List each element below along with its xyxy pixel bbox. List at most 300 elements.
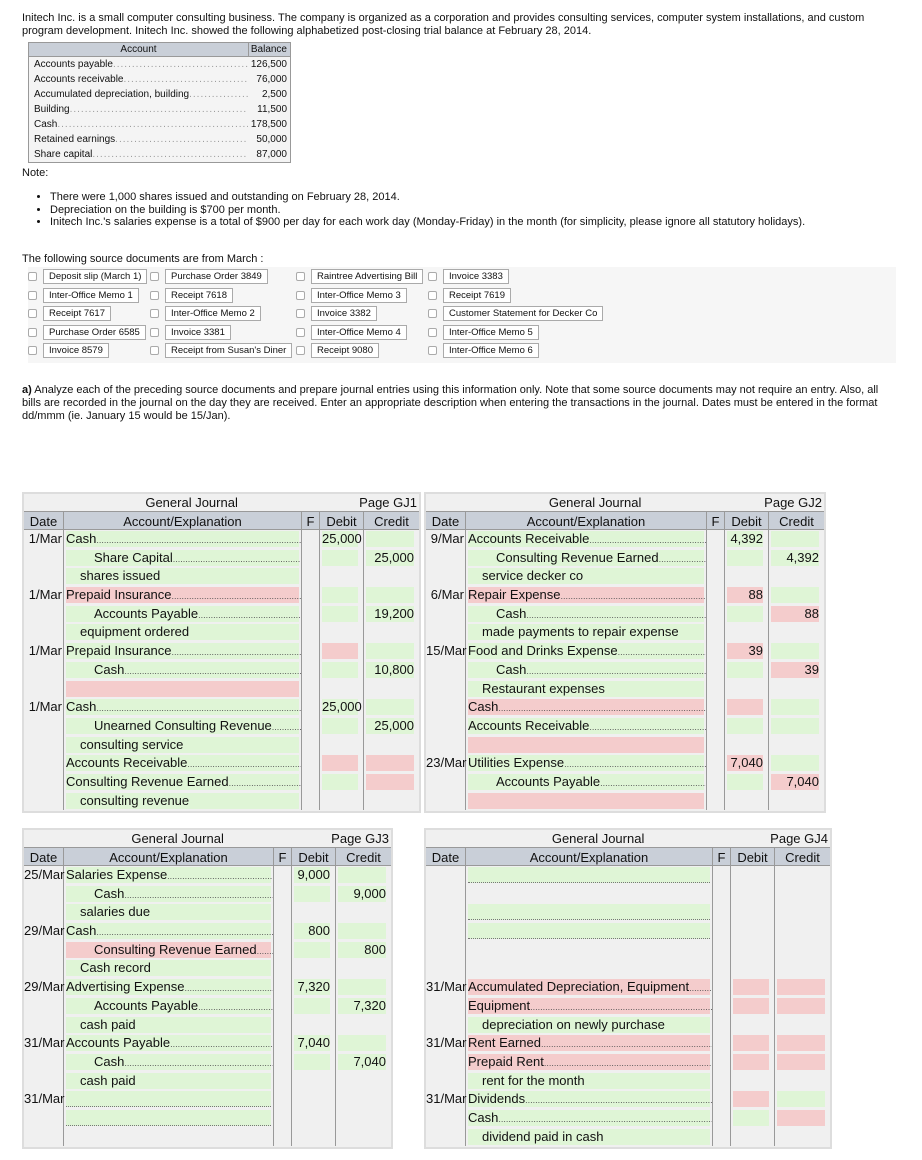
credit-input[interactable]	[366, 699, 414, 715]
date-cell[interactable]	[426, 1128, 466, 1147]
column-date: Date	[24, 848, 64, 865]
credit-input[interactable]	[771, 531, 819, 547]
source-doc-button[interactable]: Receipt from Susan's Diner	[165, 343, 292, 358]
account-input[interactable]: Accounts Payable .....	[66, 998, 271, 1014]
account-input[interactable]: Accounts Payable .....	[66, 1035, 271, 1051]
debit-input[interactable]	[294, 1054, 330, 1070]
f-cell	[713, 978, 731, 997]
debit-input[interactable]	[727, 662, 763, 678]
date-cell[interactable]	[426, 1053, 466, 1072]
date-cell[interactable]	[426, 792, 466, 811]
source-doc-option[interactable]	[28, 288, 139, 303]
account-cell	[466, 661, 707, 680]
debit-input[interactable]	[322, 606, 358, 622]
source-doc-option[interactable]	[150, 306, 261, 321]
account-input[interactable]: Cash .....	[66, 531, 299, 547]
account-input[interactable]: Cash .....	[66, 1054, 271, 1070]
source-doc-checkbox[interactable]	[428, 346, 437, 355]
date-cell[interactable]	[426, 623, 466, 642]
account-input[interactable]	[468, 737, 704, 753]
date-cell[interactable]	[24, 941, 64, 960]
date-cell[interactable]	[426, 605, 466, 624]
date-cell[interactable]	[426, 567, 466, 586]
account-input[interactable]: Consulting Revenue Earned .....	[66, 774, 299, 790]
source-doc-checkbox[interactable]	[150, 346, 159, 355]
credit-input[interactable]	[366, 531, 414, 547]
date-cell[interactable]	[24, 623, 64, 642]
debit-input[interactable]	[733, 904, 769, 920]
source-doc-checkbox[interactable]	[428, 291, 437, 300]
credit-input[interactable]: 19,200	[366, 606, 414, 622]
account-cell	[466, 922, 713, 941]
journal-row	[426, 773, 824, 792]
account-input[interactable]: Accounts Receivable .....	[468, 718, 704, 734]
debit-cell	[292, 1072, 336, 1091]
credit-input[interactable]	[777, 1035, 825, 1051]
date-cell[interactable]	[24, 661, 64, 680]
date-cell[interactable]	[24, 773, 64, 792]
f-cell	[302, 623, 320, 642]
debit-cell	[725, 773, 769, 792]
credit-cell	[769, 623, 824, 642]
date-cell[interactable]: 31/Mar	[426, 978, 466, 997]
date-cell[interactable]: 29/Mar	[24, 922, 64, 941]
date-cell[interactable]	[426, 736, 466, 755]
account-input[interactable]: equipment ordered	[66, 624, 299, 640]
account-cell	[64, 1016, 274, 1035]
credit-cell	[775, 866, 830, 885]
debit-cell	[725, 661, 769, 680]
f-cell	[713, 941, 731, 960]
source-doc-checkbox[interactable]	[428, 309, 437, 318]
date-cell[interactable]: 9/Mar	[426, 530, 466, 549]
account-input[interactable]: Consulting Revenue Earned .....	[66, 942, 271, 958]
source-doc-checkbox[interactable]	[150, 309, 159, 318]
debit-input[interactable]	[727, 774, 763, 790]
date-cell[interactable]	[426, 903, 466, 922]
date-cell[interactable]	[24, 754, 64, 773]
account-input[interactable]: salaries due	[66, 904, 271, 920]
account-input[interactable]: Consulting Revenue Earned .....	[468, 550, 704, 566]
date-cell[interactable]	[426, 1109, 466, 1128]
credit-input[interactable]	[338, 1110, 386, 1126]
source-doc-option[interactable]	[150, 288, 233, 303]
debit-input[interactable]	[733, 979, 769, 995]
source-doc-option[interactable]	[428, 343, 539, 358]
credit-input[interactable]	[777, 1054, 825, 1070]
account-input[interactable]: Cash .....	[468, 662, 704, 678]
source-doc-checkbox[interactable]	[28, 328, 37, 337]
debit-input[interactable]: 7,320	[294, 979, 330, 995]
account-input[interactable]	[66, 1110, 271, 1126]
date-cell[interactable]	[24, 1053, 64, 1072]
date-cell[interactable]	[426, 959, 466, 978]
source-doc-checkbox[interactable]	[28, 309, 37, 318]
debit-input[interactable]	[727, 699, 763, 715]
debit-input[interactable]	[322, 662, 358, 678]
f-cell	[302, 605, 320, 624]
tb-account: Retained earnings .....	[29, 132, 248, 147]
source-doc-option[interactable]	[428, 269, 509, 284]
account-input[interactable]: consulting service	[66, 737, 299, 753]
account-input[interactable]: Prepaid Rent .....	[468, 1054, 710, 1070]
source-doc-option[interactable]	[428, 306, 603, 321]
credit-input[interactable]	[771, 755, 819, 771]
account-input[interactable]: dividend paid in cash	[468, 1129, 710, 1145]
debit-input[interactable]: 25,000	[322, 531, 362, 546]
source-doc-button[interactable]: Purchase Order 6585	[43, 325, 146, 340]
account-input[interactable]: Share Capital .....	[66, 550, 299, 566]
date-cell[interactable]	[426, 773, 466, 792]
date-cell[interactable]	[426, 866, 466, 885]
account-input[interactable]: Cash .....	[66, 699, 299, 715]
date-cell[interactable]	[24, 717, 64, 736]
date-cell[interactable]: 31/Mar	[24, 1034, 64, 1053]
date-cell[interactable]	[24, 1072, 64, 1091]
source-doc-button[interactable]: Raintree Advertising Bill	[311, 269, 423, 284]
journal-column-header	[426, 847, 830, 866]
date-cell[interactable]: 1/Mar	[24, 586, 64, 605]
date-cell[interactable]: 31/Mar	[426, 1034, 466, 1053]
account-input[interactable]	[66, 1091, 271, 1107]
source-doc-checkbox[interactable]	[150, 272, 159, 281]
debit-input[interactable]	[322, 774, 358, 790]
f-cell	[302, 567, 320, 586]
credit-input[interactable]	[366, 643, 414, 659]
source-doc-option[interactable]	[150, 343, 292, 358]
debit-input[interactable]	[733, 1091, 769, 1107]
credit-input[interactable]	[771, 643, 819, 659]
date-cell[interactable]	[24, 605, 64, 624]
credit-input[interactable]	[338, 923, 386, 939]
source-doc-button[interactable]: Receipt 7618	[165, 288, 233, 303]
credit-input[interactable]	[777, 1110, 825, 1126]
credit-input[interactable]: 800	[338, 942, 386, 958]
debit-input[interactable]	[294, 1110, 330, 1126]
debit-input[interactable]	[733, 998, 769, 1014]
source-doc-button[interactable]: Inter-Office Memo 1	[43, 288, 139, 303]
debit-input[interactable]: 9,000	[294, 867, 330, 883]
debit-cell	[731, 1128, 775, 1147]
account-input[interactable]: Salaries Expense .....	[66, 867, 271, 883]
account-input[interactable]: rent for the month	[468, 1073, 710, 1089]
account-input[interactable]: Repair Expense .....	[468, 587, 704, 603]
debit-cell	[731, 866, 775, 885]
date-cell[interactable]	[24, 567, 64, 586]
date-cell[interactable]: 29/Mar	[24, 978, 64, 997]
source-doc-option[interactable]	[296, 325, 407, 340]
debit-input[interactable]: 7,040	[727, 755, 763, 771]
account-input[interactable]	[66, 681, 299, 697]
debit-input[interactable]	[322, 755, 358, 771]
source-doc-button[interactable]: Invoice 3382	[311, 306, 377, 321]
date-cell[interactable]	[426, 922, 466, 941]
date-cell[interactable]: 6/Mar	[426, 586, 466, 605]
source-doc-option[interactable]	[28, 325, 146, 340]
date-cell[interactable]: 1/Mar	[24, 642, 64, 661]
credit-input[interactable]	[771, 718, 819, 734]
date-cell[interactable]	[24, 1128, 64, 1147]
date-cell[interactable]: 1/Mar	[24, 698, 64, 717]
debit-input[interactable]: 7,040	[294, 1035, 330, 1051]
f-cell	[274, 1128, 292, 1147]
source-doc-option[interactable]	[28, 269, 147, 284]
source-doc-checkbox[interactable]	[28, 272, 37, 281]
debit-input[interactable]	[733, 1035, 769, 1051]
source-doc-button[interactable]: Receipt 9080	[311, 343, 379, 358]
debit-input[interactable]	[322, 718, 358, 734]
source-doc-button[interactable]: Invoice 8579	[43, 343, 109, 358]
date-cell[interactable]	[426, 717, 466, 736]
source-doc-checkbox[interactable]	[296, 291, 305, 300]
source-doc-button[interactable]: Purchase Order 3849	[165, 269, 268, 284]
source-doc-button[interactable]: Inter-Office Memo 5	[443, 325, 539, 340]
credit-input[interactable]	[771, 587, 819, 603]
source-doc-checkbox[interactable]	[296, 328, 305, 337]
date-cell[interactable]	[426, 698, 466, 717]
account-input[interactable]: consulting revenue	[66, 793, 299, 809]
credit-input[interactable]: 7,320	[338, 998, 386, 1014]
date-cell[interactable]	[426, 680, 466, 699]
account-input[interactable]: Accounts Payable .....	[66, 606, 299, 622]
credit-cell	[364, 717, 419, 736]
trial-balance-row	[29, 87, 290, 102]
credit-input[interactable]: 4,392	[771, 550, 819, 566]
account-cell	[466, 978, 713, 997]
debit-input[interactable]	[733, 1110, 769, 1126]
credit-input[interactable]	[777, 979, 825, 995]
debit-cell	[731, 1016, 775, 1035]
debit-input[interactable]	[294, 998, 330, 1014]
account-input[interactable]: made payments to repair expense	[468, 624, 704, 640]
account-input[interactable]: Unearned Consulting Revenue .....	[66, 718, 299, 734]
credit-input[interactable]	[366, 755, 414, 771]
date-cell[interactable]	[426, 1072, 466, 1091]
credit-input[interactable]: 10,800	[366, 662, 414, 678]
source-doc-option[interactable]	[296, 306, 377, 321]
journal-row	[426, 997, 830, 1016]
account-input[interactable]: Cash .....	[468, 1110, 710, 1126]
date-cell[interactable]	[24, 997, 64, 1016]
account-input[interactable]: Accounts Payable .....	[468, 774, 704, 790]
debit-input[interactable]	[727, 550, 763, 566]
account-input[interactable]: Restaurant expenses	[468, 681, 704, 697]
account-input[interactable]: Prepaid Insurance .....	[66, 643, 299, 659]
credit-input[interactable]	[777, 867, 825, 883]
source-doc-button[interactable]: Receipt 7617	[43, 306, 111, 321]
source-doc-button[interactable]: Inter-Office Memo 3	[311, 288, 407, 303]
source-doc-checkbox[interactable]	[428, 272, 437, 281]
credit-input[interactable]	[338, 867, 386, 883]
source-doc-option[interactable]	[296, 288, 407, 303]
account-input[interactable]: Utilities Expense .....	[468, 755, 704, 771]
credit-cell	[336, 866, 391, 885]
source-doc-option[interactable]	[28, 306, 111, 321]
source-doc-checkbox[interactable]	[28, 346, 37, 355]
credit-input[interactable]	[338, 1035, 386, 1051]
journal-row	[426, 661, 824, 680]
date-cell[interactable]: 1/Mar	[24, 530, 64, 549]
source-doc-checkbox[interactable]	[428, 328, 437, 337]
debit-input[interactable]	[733, 923, 769, 939]
date-cell[interactable]: 31/Mar	[426, 1090, 466, 1109]
source-doc-button[interactable]: Inter-Office Memo 2	[165, 306, 261, 321]
source-doc-button[interactable]: Inter-Office Memo 6	[443, 343, 539, 358]
account-input[interactable]: service decker co	[468, 568, 704, 584]
date-cell[interactable]	[24, 1109, 64, 1128]
debit-cell	[292, 922, 336, 941]
credit-input[interactable]	[366, 587, 414, 603]
credit-input[interactable]	[771, 699, 819, 715]
debit-input[interactable]: 800	[294, 923, 330, 939]
source-doc-option[interactable]	[296, 343, 379, 358]
credit-input[interactable]	[366, 774, 414, 790]
source-doc-button[interactable]: Invoice 3383	[443, 269, 509, 284]
source-doc-button[interactable]: Invoice 3381	[165, 325, 231, 340]
credit-cell	[336, 1072, 391, 1091]
date-cell[interactable]	[24, 885, 64, 904]
account-input[interactable]: shares issued	[66, 568, 299, 584]
debit-input[interactable]	[294, 1091, 330, 1107]
credit-input[interactable]: 25,000	[366, 718, 414, 734]
account-cell	[64, 903, 274, 922]
account-cell	[466, 642, 707, 661]
journal-title: General Journal	[131, 831, 224, 846]
account-input[interactable]	[468, 923, 710, 939]
credit-input[interactable]	[777, 904, 825, 920]
journal-row	[426, 792, 824, 811]
source-doc-option[interactable]	[428, 325, 539, 340]
date-cell[interactable]	[24, 959, 64, 978]
debit-input[interactable]	[322, 643, 358, 659]
credit-input[interactable]: 7,040	[338, 1054, 386, 1070]
date-cell[interactable]	[24, 680, 64, 699]
source-doc-option[interactable]	[28, 343, 109, 358]
source-doc-checkbox[interactable]	[296, 346, 305, 355]
date-cell[interactable]	[426, 997, 466, 1016]
account-input[interactable]: Accumulated Depreciation, Equipment .....	[468, 979, 710, 995]
credit-input[interactable]	[338, 979, 386, 995]
date-cell[interactable]	[24, 549, 64, 568]
debit-input[interactable]	[294, 886, 330, 902]
debit-input[interactable]	[733, 1054, 769, 1070]
account-input[interactable]: depreciation on newly purchase	[468, 1017, 710, 1033]
source-doc-button[interactable]: Deposit slip (March 1)	[43, 269, 147, 284]
account-input[interactable]: Food and Drinks Expense .....	[468, 643, 704, 659]
date-cell[interactable]	[426, 549, 466, 568]
account-input[interactable]: Accounts Receivable .....	[66, 755, 299, 771]
account-input[interactable]: Cash record	[66, 960, 271, 976]
debit-input[interactable]	[294, 942, 330, 958]
credit-input[interactable]	[338, 1091, 386, 1107]
account-input[interactable]: Rent Earned .....	[468, 1035, 710, 1051]
account-input[interactable]	[468, 867, 710, 883]
debit-input[interactable]: 4,392	[727, 531, 763, 547]
credit-input[interactable]: 88	[771, 606, 819, 622]
source-doc-checkbox[interactable]	[296, 309, 305, 318]
date-cell[interactable]	[24, 1016, 64, 1035]
account-input[interactable]: Cash .....	[66, 923, 271, 939]
credit-cell	[364, 661, 419, 680]
source-doc-checkbox[interactable]	[296, 272, 305, 281]
debit-cell	[725, 754, 769, 773]
account-input[interactable]: Cash .....	[66, 662, 299, 678]
credit-input[interactable]	[777, 998, 825, 1014]
source-doc-checkbox[interactable]	[150, 328, 159, 337]
date-cell[interactable]: 15/Mar	[426, 642, 466, 661]
account-input[interactable]: Equipment .....	[468, 998, 710, 1014]
date-cell[interactable]	[426, 661, 466, 680]
debit-cell	[292, 1016, 336, 1035]
account-cell	[466, 1109, 713, 1128]
account-input[interactable]: Advertising Expense .....	[66, 979, 271, 995]
source-doc-checkbox[interactable]	[150, 291, 159, 300]
account-input[interactable]: Cash .....	[468, 606, 704, 622]
account-input[interactable]: Dividends .....	[468, 1091, 710, 1107]
source-doc-option[interactable]	[296, 269, 423, 284]
account-input[interactable]: Cash .....	[468, 699, 704, 715]
account-input[interactable]	[468, 793, 704, 809]
credit-input[interactable]	[777, 923, 825, 939]
debit-input[interactable]	[322, 550, 358, 566]
credit-input[interactable]: 7,040	[771, 774, 819, 790]
date-cell[interactable]: 23/Mar	[426, 754, 466, 773]
account-input[interactable]: cash paid	[66, 1073, 271, 1089]
date-cell[interactable]	[426, 885, 466, 904]
date-cell[interactable]	[426, 941, 466, 960]
date-cell[interactable]	[24, 736, 64, 755]
debit-input[interactable]: 88	[727, 587, 763, 603]
date-cell[interactable]	[24, 903, 64, 922]
journal-row	[426, 1034, 830, 1053]
source-doc-option[interactable]	[150, 269, 268, 284]
source-doc-button[interactable]: Customer Statement for Decker Co	[443, 306, 603, 321]
credit-input[interactable]: 9,000	[338, 886, 386, 902]
debit-input[interactable]	[727, 606, 763, 622]
source-doc-option[interactable]	[428, 288, 511, 303]
debit-input[interactable]	[727, 718, 763, 734]
debit-input[interactable]: 39	[727, 643, 763, 659]
journal-row	[426, 1016, 830, 1035]
date-cell[interactable]: 25/Mar	[24, 866, 64, 885]
credit-input[interactable]	[777, 1091, 825, 1107]
date-cell[interactable]: 31/Mar	[24, 1090, 64, 1109]
source-doc-button[interactable]: Receipt 7619	[443, 288, 511, 303]
source-doc-option[interactable]	[150, 325, 231, 340]
debit-input[interactable]: 25,000	[322, 699, 362, 715]
account-input[interactable]: Prepaid Insurance .....	[66, 587, 299, 603]
credit-input[interactable]: 39	[771, 662, 819, 678]
account-input[interactable]	[468, 904, 710, 920]
date-cell[interactable]	[24, 792, 64, 811]
account-input[interactable]: Cash .....	[66, 886, 271, 902]
journal-row	[24, 680, 419, 699]
tb-account: Cash .....	[29, 117, 248, 132]
credit-cell	[775, 997, 830, 1016]
credit-input[interactable]: 25,000	[366, 550, 414, 566]
debit-input[interactable]	[322, 587, 358, 603]
f-cell	[713, 1090, 731, 1109]
account-input[interactable]: cash paid	[66, 1017, 271, 1033]
source-doc-checkbox[interactable]	[28, 291, 37, 300]
debit-input[interactable]	[733, 867, 769, 883]
credit-cell	[775, 903, 830, 922]
source-doc-button[interactable]: Inter-Office Memo 4	[311, 325, 407, 340]
date-cell[interactable]	[426, 1016, 466, 1035]
journal-page: Page GJ3	[331, 831, 389, 846]
f-cell	[713, 866, 731, 885]
account-input[interactable]: Accounts Receivable .....	[468, 531, 704, 547]
